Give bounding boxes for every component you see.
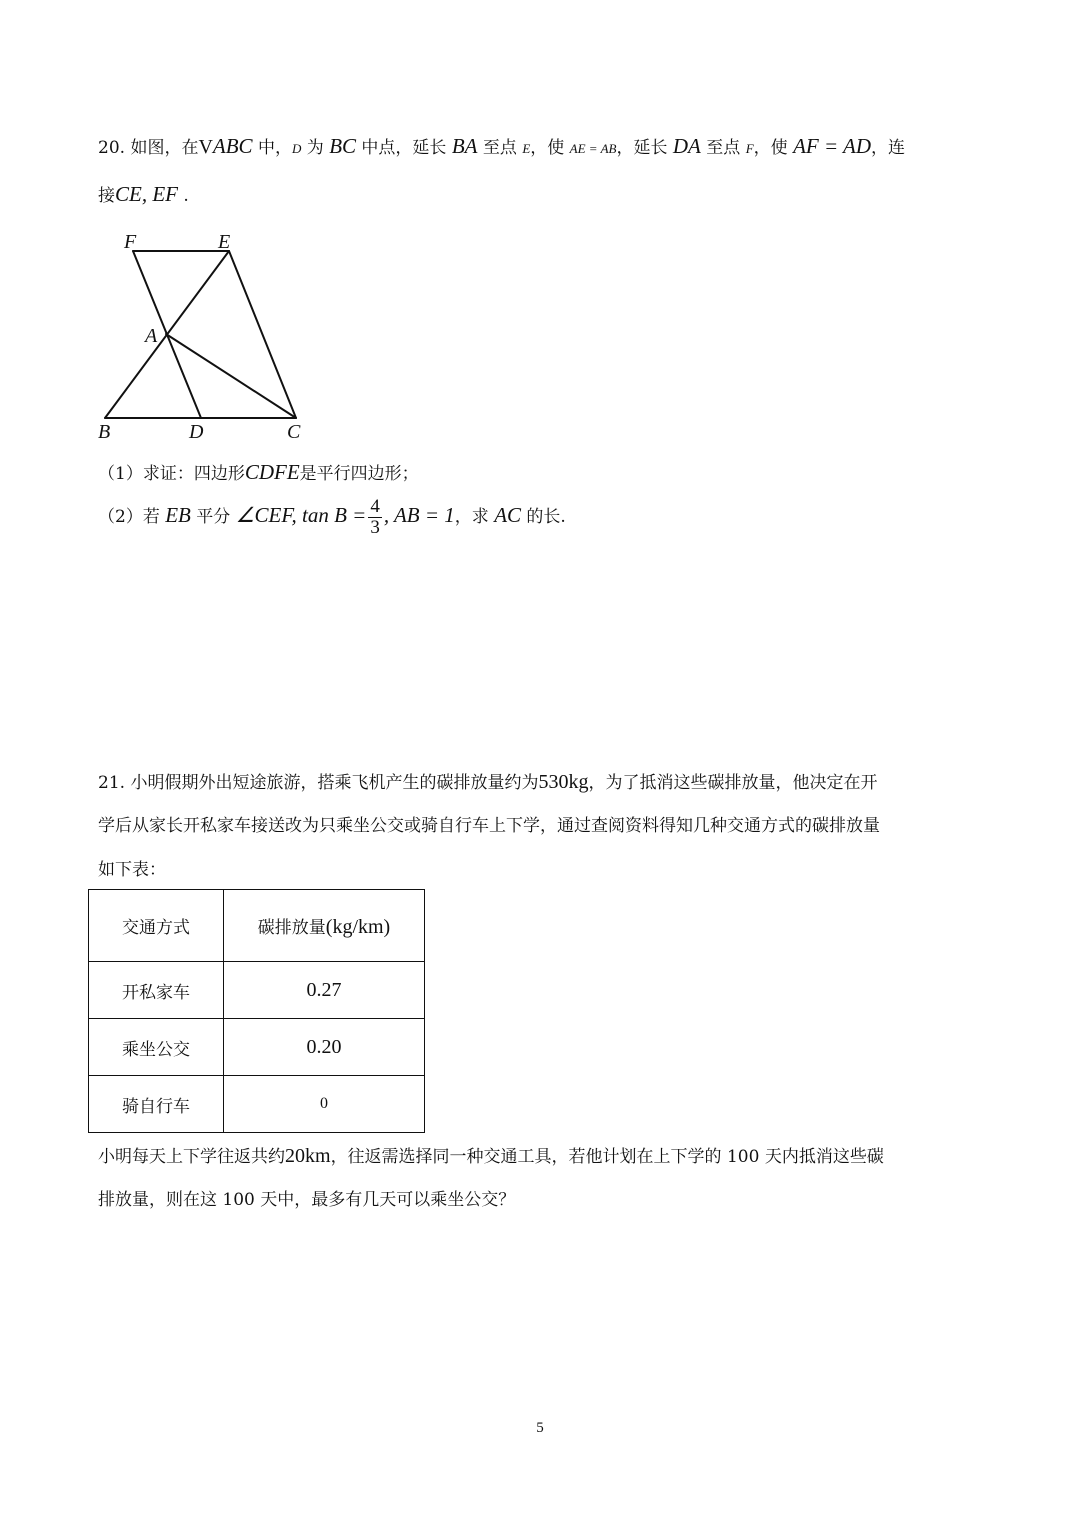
point-label-e: E [218, 231, 231, 253]
point-label-c: C [287, 421, 301, 443]
table-row [89, 1076, 425, 1133]
geometry-figure [90, 225, 320, 450]
q20-line-1: 20. 如图，在VABC 中，D 为 BC 中点，延长 BA 至点 E，使 AE = AB，延长 DA 至点 F，使 AF = AD，连 [98, 134, 906, 158]
carbon-emission-table [88, 889, 425, 1133]
table-header-row [89, 890, 425, 962]
point-label-b: B [98, 421, 111, 443]
q21-line-2: 学后从家长开私家车接送改为只乘坐公交或骑自行车上下学，通过查阅资料得知几种交通方式的碳排放量 [98, 816, 880, 836]
segment-ac [166, 334, 296, 418]
point-label-f: F [124, 231, 137, 253]
q21-line-5: 排放量，则在这 100 天中，最多有几天可以乘坐公交？ [98, 1190, 516, 1210]
point-label-a: A [145, 325, 158, 347]
fraction-four-thirds: $\frac{4}{3}$ [370, 496, 380, 538]
table-row [89, 962, 425, 1019]
table-cell-value: 0 [224, 1076, 425, 1133]
q20-part-2: （2）若 EB 平分 ∠CEF, tan B = $\frac{4}{3}$ , AB = 1，求 AC 的长. [98, 496, 566, 538]
table-row [89, 1019, 425, 1076]
q20-line-2: 接CE, EF . [98, 182, 189, 206]
segment-ec [229, 251, 296, 418]
table-cell-mode: 开私家车 [89, 962, 224, 1019]
point-label-d: D [189, 421, 204, 443]
q21-line-1: 21. 小明假期外出短途旅游，搭乘飞机产生的碳排放量约为530kg，为了抵消这些碳排放量，他决定在开 [98, 771, 878, 793]
q21-line-4: 小明每天上下学往返共约20km，往返需选择同一种交通工具，若他计划在上下学的 100 天内抵消这些碳 [98, 1145, 884, 1167]
table-cell-mode: 乘坐公交 [89, 1019, 224, 1076]
page-number: 5 [536, 1420, 544, 1436]
table-cell-value: 0.20 [224, 1019, 425, 1076]
table-header-mode: 交通方式 [89, 890, 224, 962]
q20-part-1: （1）求证：四边形CDFE是平行四边形； [98, 460, 419, 484]
q21-line-3: 如下表： [98, 860, 166, 880]
table-cell-mode: 骑自行车 [89, 1076, 224, 1133]
table-cell-value: 0.27 [224, 962, 425, 1019]
table-header-emission: 碳排放量(kg/km) [224, 890, 425, 962]
